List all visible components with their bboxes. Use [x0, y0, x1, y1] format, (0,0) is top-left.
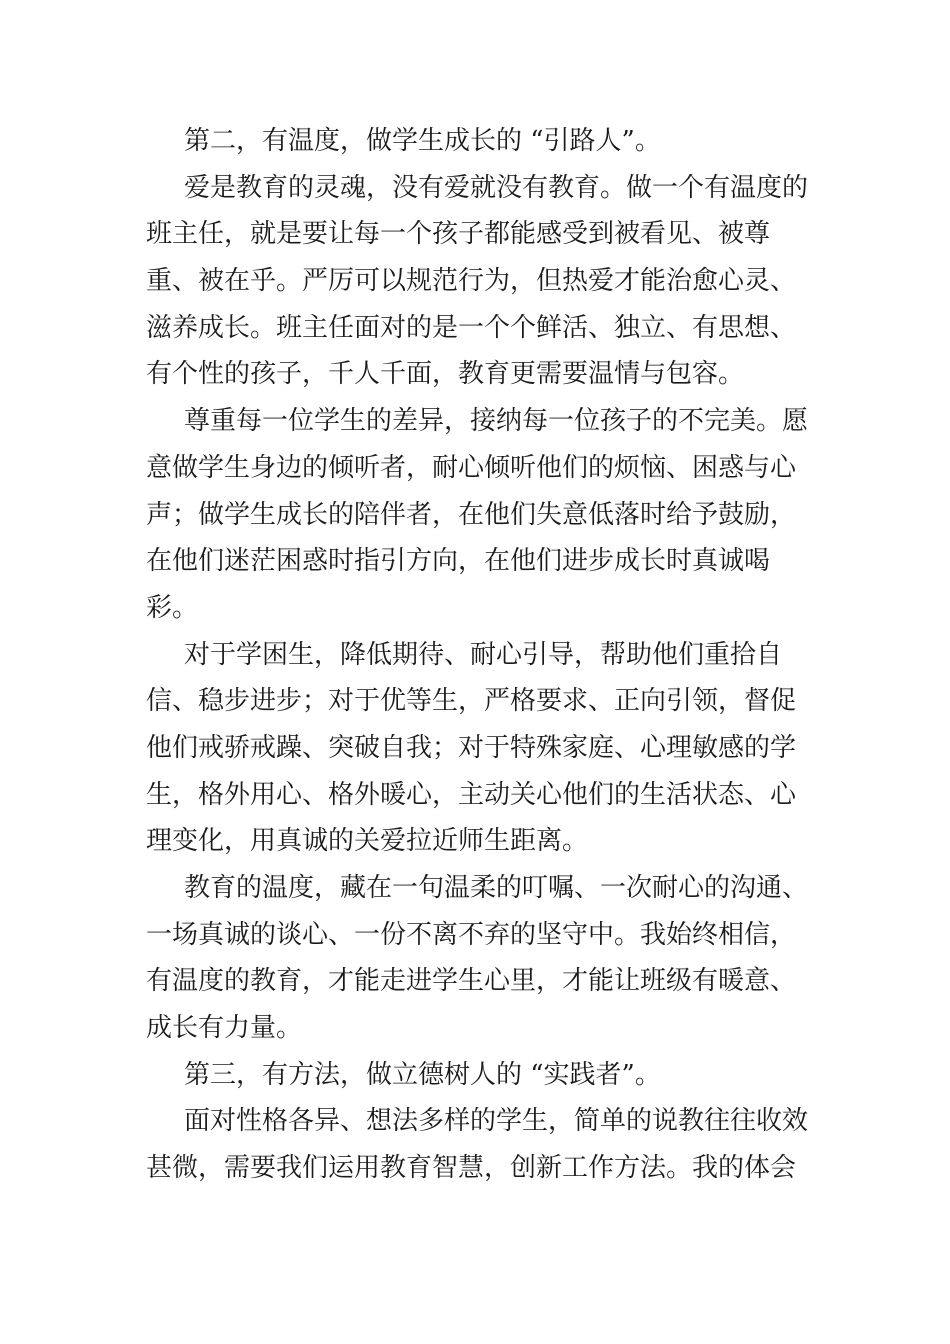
text-line: 意做学生身边的倾听者，耐心倾听他们的烦恼、困惑与心: [146, 452, 797, 483]
text-line: 对于学困生，降低期待、耐心引导，帮助他们重拾自: [184, 639, 783, 670]
text-line: 理变化，用真诚的关爱拉近师生距离。: [146, 826, 589, 857]
text-line: 声；做学生成长的陪伴者，在他们失意低落时给予鼓励，: [146, 499, 797, 530]
text-line: 班主任，就是要让每一个孩子都能感受到被看见、被尊: [146, 219, 771, 250]
text-line: 一场真诚的谈心、一份不离不弃的坚守中。我始终相信，: [146, 919, 797, 950]
text-line: 甚微，需要我们运用教育智慧，创新工作方法。我的体会: [146, 1153, 797, 1184]
text-line: 教育的温度，藏在一句温柔的叮嘱、一次耐心的沟通、: [184, 873, 809, 903]
document-body: [146, 118, 809, 1192]
text-line: 成长有力量。: [146, 1013, 303, 1044]
text-line: 有温度的教育，才能走进学生心里，才能让班级有暖意、: [146, 966, 797, 997]
text-line: 生，格外用心、格外暖心，主动关心他们的生活状态、心: [146, 779, 797, 810]
text-line: 有个性的孩子，千人千面，教育更需要温情与包容。: [146, 359, 745, 390]
text-line: 尊重每一位学生的差异，接纳每一位孩子的不完美。愿: [184, 406, 809, 437]
text-line: 面对性格各异、想法多样的学生，简单的说教往往收效: [184, 1106, 809, 1137]
text-line: 爱是教育的灵魂，没有爱就没有教育。做一个有温度的: [184, 172, 809, 203]
text-line: 重、被在乎。严厉可以规范行为，但热爱才能治愈心灵、: [146, 266, 797, 297]
text-line: 滋养成长。班主任面对的是一个个鲜活、独立、有思想、: [146, 312, 797, 343]
text-line: 在他们迷茫困惑时指引方向，在他们进步成长时真诚喝: [146, 546, 771, 577]
text-line: 信、稳步进步；对于优等生，严格要求、正向引领，督促: [146, 686, 797, 717]
text-line: 他们戒骄戒躁、突破自我；对于特殊家庭、心理敏感的学: [146, 732, 797, 763]
text-line: 第三，有方法，做立德树人的 “实践者”。: [184, 1059, 661, 1090]
text-line: 第二，有温度，做学生成长的 “引路人”。: [184, 126, 661, 156]
text-line: 彩。: [146, 592, 199, 623]
